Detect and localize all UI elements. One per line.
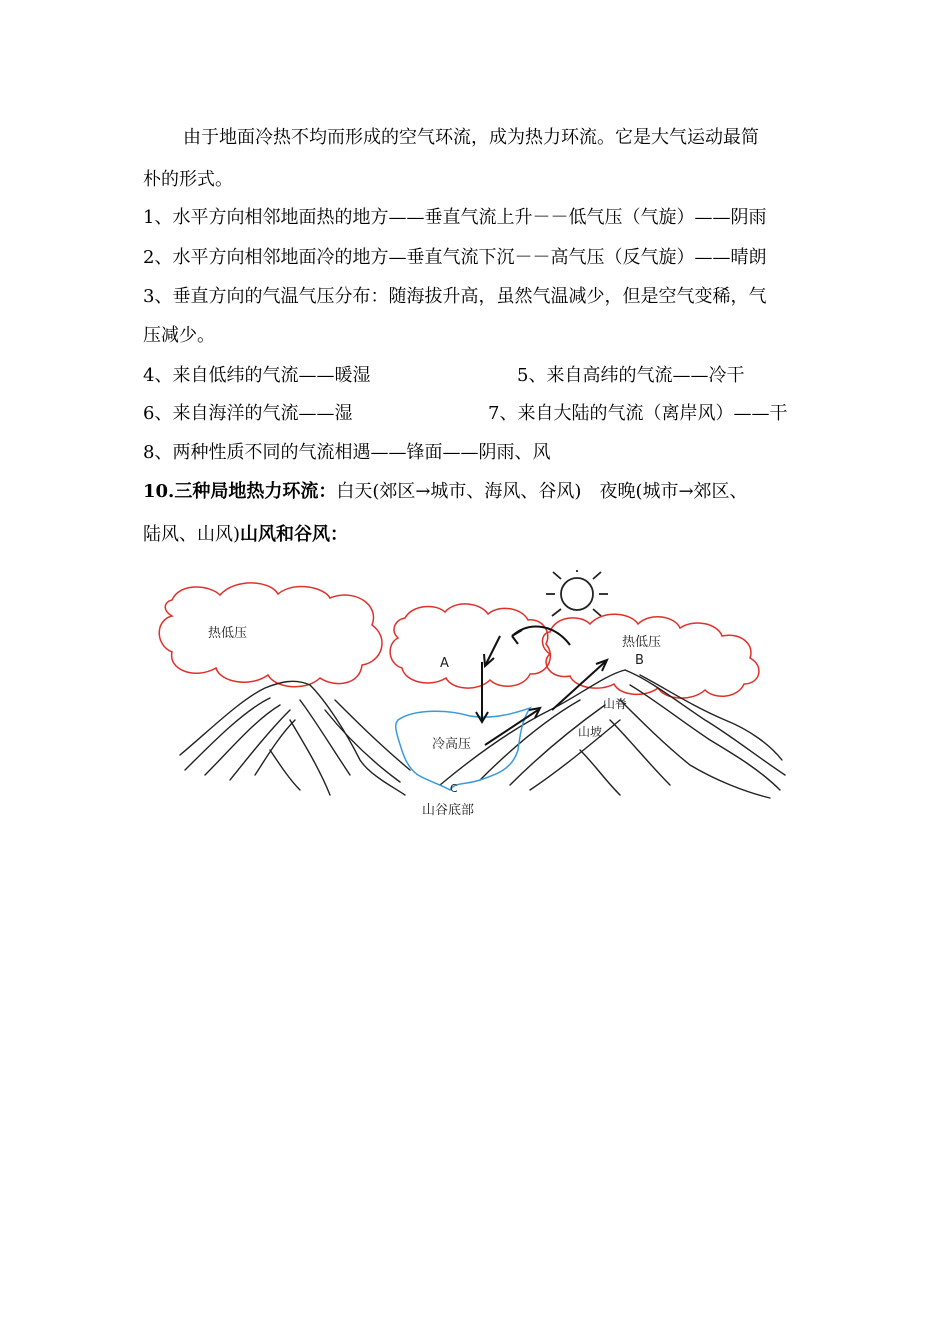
left-cloud-shape (159, 583, 382, 687)
mountain-valley-diagram (150, 570, 790, 830)
point-b-label: B (635, 653, 644, 668)
sun-icon (546, 570, 608, 616)
item-7: 7、来自大陆的气流（离岸风）——干 (488, 403, 788, 424)
cold-high-label: 冷高压 (432, 737, 472, 752)
point-c-label: C (450, 782, 458, 795)
item-8: 8、两种性质不同的气流相遇——锋面——阴雨、风 (143, 442, 551, 463)
item-10-text-1: 白天(郊区→城市、海风、谷风) 夜晚(城市→郊区、 (336, 481, 748, 502)
item-10-line-1 (143, 480, 748, 504)
middle-cloud-shape (390, 604, 550, 688)
right-mountain-lines (440, 670, 785, 798)
item-10-text-2b: 山风和谷风： (240, 524, 349, 545)
left-mountain-lines (180, 681, 410, 795)
left-cloud-label: 热低压 (208, 626, 248, 641)
item-3-line-1: 3、垂直方向的气温气压分布：随海拔升高，虽然气温减少，但是空气变稀，气 (143, 286, 767, 307)
item-5: 5、来自高纬的气流——冷干 (517, 365, 745, 386)
item-3-line-2: 压减少。 (143, 325, 215, 346)
paragraph-line-2: 朴的形式。 (143, 169, 233, 190)
item-6: 6、来自海洋的气流——湿 (143, 403, 353, 424)
middle-cloud-label: A (440, 656, 449, 671)
item-10-line-2 (143, 523, 348, 547)
item-1: 1、水平方向相邻地面热的地方——垂直气流上升－－低气压（气旋）——阴雨 (143, 207, 767, 228)
right-cloud-label: 热低压 (622, 635, 662, 650)
item-10-text-2a: 陆风、山风) (143, 524, 241, 545)
right-cloud-shape (542, 614, 759, 698)
item-2: 2、水平方向相邻地面冷的地方—垂直气流下沉－－高气压（反气旋）——晴朗 (143, 247, 767, 268)
paragraph-line-1: 由于地面冷热不均而形成的空气环流，成为热力环流。它是大气运动最简 (183, 127, 759, 148)
slope-label: 山坡 (578, 725, 603, 739)
item-10-title: 10.三种局地热力环流： (143, 481, 337, 502)
valley-label: 山谷底部 (422, 803, 475, 818)
item-4: 4、来自低纬的气流——暖湿 (143, 365, 371, 386)
ridge-label: 山脊 (603, 697, 628, 711)
